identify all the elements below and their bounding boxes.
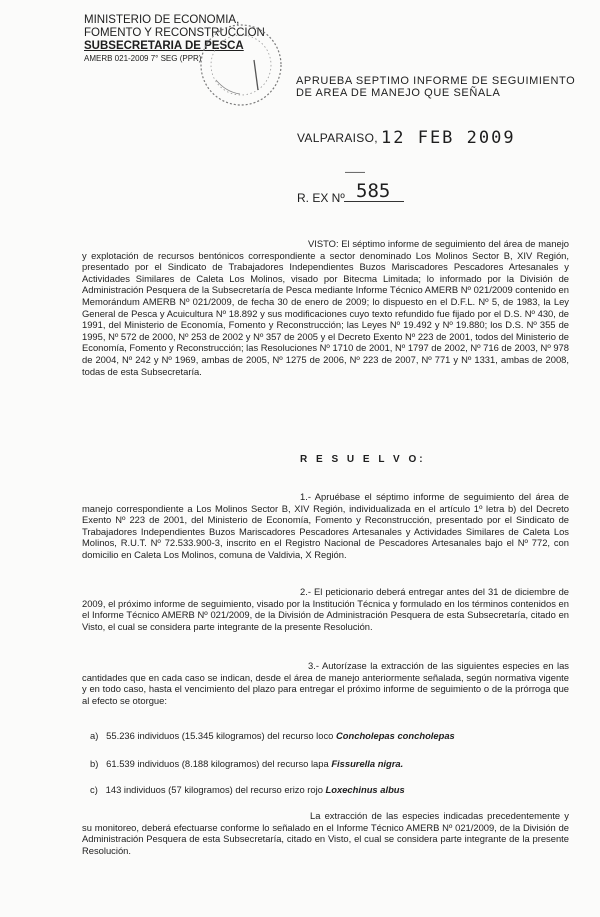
rex-underline [344, 201, 404, 202]
list-text: 61.539 individuos (8.188 kilogramos) del recurso lapa [106, 758, 332, 769]
list-text: 143 individuos (57 kilogramos) del recurso erizo rojo [105, 784, 326, 795]
resuelvo-heading: R E S U E L V O: [300, 454, 426, 465]
species-list-item-c [90, 784, 405, 795]
closing-paragraph: La extracción de las especies indicadas precedentemente y su monitoreo, deberá efectuarse conforme lo señalado en el Informe Técnico AMERB Nº 021/2009, de la División de Administración Pesquera de esta Subsecretaría, citado en Visto, el cual se considera parte integrante de la presente Resolución. [82, 810, 569, 856]
species-name: Fissurella nigra. [331, 758, 404, 769]
office-stamp-icon [196, 20, 286, 110]
date-stamp: 12 FEB 2009 [381, 128, 516, 148]
list-prefix: a) [90, 730, 99, 741]
list-prefix: c) [90, 784, 98, 795]
rex-number: 585 [356, 180, 391, 202]
list-prefix: b) [90, 758, 99, 769]
rex-label: R. EX Nº [297, 191, 345, 205]
list-text: 55.236 individuos (15.345 kilogramos) del recurso loco [106, 730, 336, 741]
species-list-item-a [90, 730, 455, 741]
ministry-line-1: MINISTERIO DE ECONOMIA, [84, 14, 240, 26]
resolution-title [296, 75, 575, 99]
separator-dash: —— [345, 167, 365, 178]
reference-code: AMERB 021-2009 7° SEG (PPR) [84, 54, 202, 63]
species-name: Concholepas concholepas [336, 730, 455, 741]
ministry-line-2: FOMENTO Y RECONSTRUCCION [84, 27, 265, 39]
resolution-item-2: 2.- El peticionario deberá entregar antes del 31 de diciembre de 2009, el próximo informe de seguimiento, visado por la Institución Técnica y formulado en los términos contenidos en el Informe Técnico AMERB Nº 021/2009, de la División de Administración Pesquera de esta Subsecretaría, citado en Visto, el cual se considera parte integrante de la presente Resolución. [82, 586, 569, 632]
title-line-2: DE AREA DE MANEJO QUE SEÑALA [296, 87, 501, 99]
visto-paragraph: VISTO: El séptimo informe de seguimiento del área de manejo y explotación de recursos bentónicos correspondiente a sector denominado Los Molinos Sector B, XIV Región, presentado por el Sindicato de Trabajadores Independientes Buzos Mariscadores Pescadores Artesanales y Actividades Similares de Caleta Los Molinos, visado por Bitecma Limitada; lo informado por la División de Administración Pesquera de la Subsecretaría de Pesca mediante Informe Técnico AMERB Nº 021/2009 contenido en Memorándum AMERB Nº 021/2009, de fecha 30 de enero de 2009; lo dispuesto en el D.F.L. Nº 5, de 1983, la Ley General de Pesca y Acuicultura Nº 18.892 y sus modificaciones cuyo texto refundido fue fijado por el D.S. Nº 430, de 1991, del Ministerio de Economía, Fomento y Reconstrucción; las Leyes Nº 19.492 y Nº 19.880; los D.S. Nº 355 de 1995, Nº 572 de 2000, Nº 253 de 2002 y Nº 357 de 2005 y el Decreto Exento Nº 223 de 2001, todos del Ministerio de Economía, Fomento y Reconstrucción; las Resoluciones Nº 1710 de 2001, Nº 1797 de 2002, Nº 716 de 2003, Nº 978 de 2004, Nº 242 y Nº 1969, ambas de 2005, Nº 1275 de 2006, Nº 223 de 2007, Nº 771 y Nº 1331, ambas de 2008, todas de esta Subsecretaría. [82, 238, 569, 377]
subsecretaria-line: SUBSECRETARIA DE PESCA [84, 40, 244, 52]
species-name: Loxechinus albus [325, 784, 405, 795]
title-line-1: APRUEBA SEPTIMO INFORME DE SEGUIMIENTO [296, 75, 576, 87]
resolution-item-3: 3.- Autorízase la extracción de las siguientes especies en las cantidades que en cada caso se indican, desde el área de manejo anteriormente señalada, según normativa vigente y en todo caso, hasta el vencimiento del plazo para entregar el próximo informe de seguimiento o de la prórroga que al efecto se otorgue: [82, 660, 569, 706]
resolution-item-1: 1.- Apruébase el séptimo informe de seguimiento del área de manejo correspondiente a Los Molinos Sector B, XIV Región, individualizada en el artículo 1º letra b) del Decreto Exento Nº 223 de 2001, del Ministerio de Economía, Fomento y Reconstrucción, presentado por el Sindicato de Trabajadores Independientes Buzos Mariscadores Pescadores Artesanales y Actividades Similares de Caleta Los Molinos, R.U.T. Nº 72.533.900-3, inscrito en el Registro Nacional de Pescadores Artesanales bajo el Nº 772, con domicilio en Caleta Los Molinos, comuna de Valdivia, X Región. [82, 491, 569, 560]
species-list-item-b [90, 758, 403, 769]
place-label: VALPARAISO, [297, 131, 378, 145]
